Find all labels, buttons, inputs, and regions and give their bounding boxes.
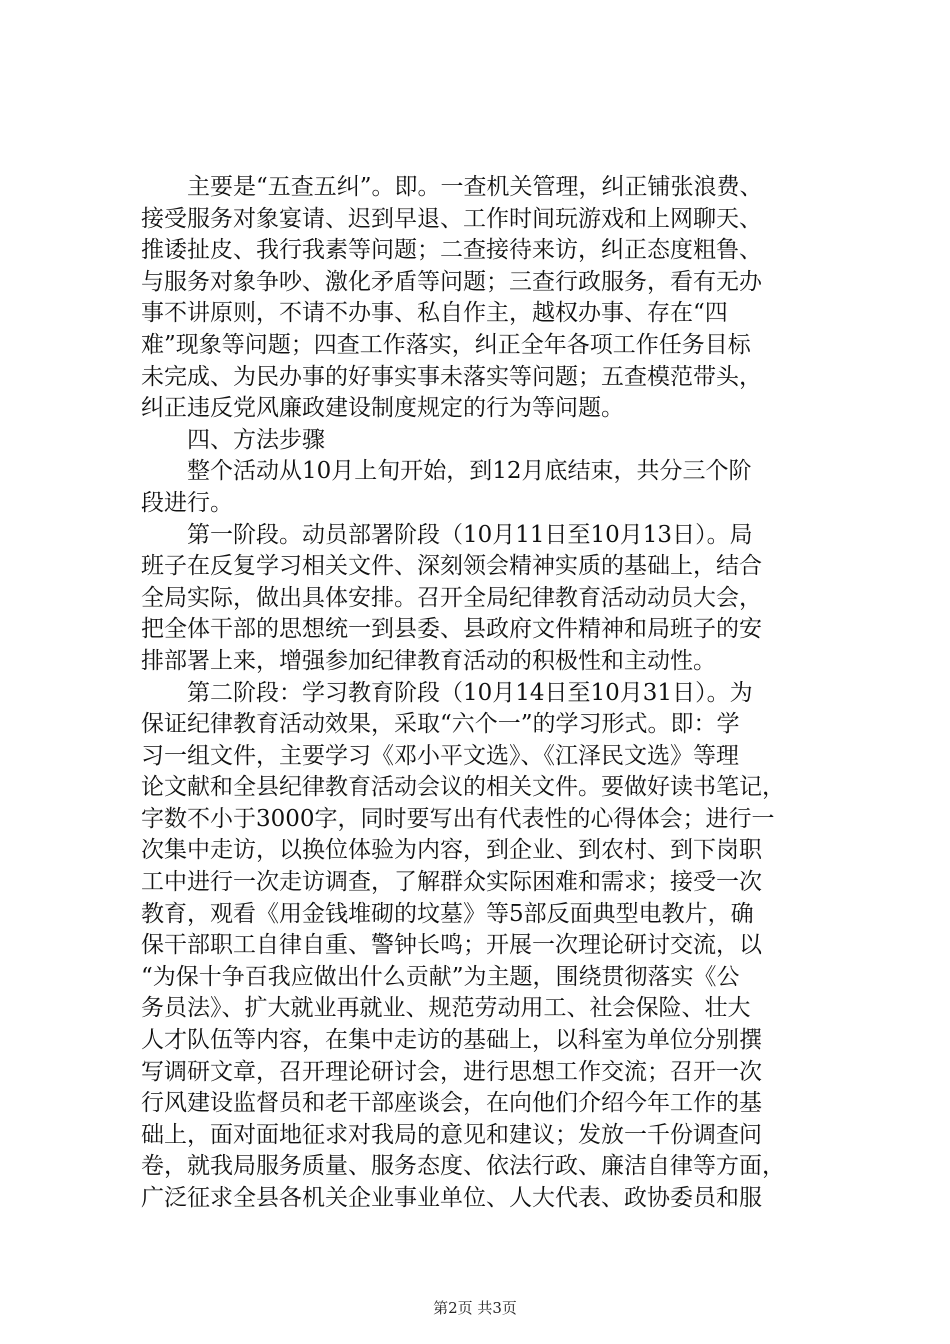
- paragraph-line: 全局实际，做出具体安排。召开全局纪律教育活动动员大会，: [141, 584, 762, 611]
- paragraph-line: 难”现象等问题；四查工作落实，纠正全年各项工作任务目标: [141, 331, 751, 358]
- paragraph-line: 卷，就我局服务质量、服务态度、依法行政、廉洁自律等方面，: [141, 1153, 785, 1180]
- paragraph-line: 保证纪律教育活动效果，采取“六个一”的学习形式。即：学: [141, 711, 740, 738]
- paragraph-line: 未完成、为民办事的好事实事未落实等问题；五查模范带头，: [141, 363, 762, 390]
- paragraph-line: 整个活动从10月上旬开始，到12月底结束，共分三个阶: [187, 458, 752, 485]
- paragraph-line: 保干部职工自律自重、警钟长鸣；开展一次理论研讨交流，以: [141, 932, 762, 959]
- paragraph-line: 段进行。: [141, 489, 233, 516]
- paragraph-line: 行风建设监督员和老干部座谈会，在向他们介绍今年工作的基: [141, 1090, 762, 1117]
- paragraph-line: 广泛征求全县各机关企业事业单位、人大代表、政协委员和服: [141, 1185, 762, 1211]
- body-text: [141, 172, 831, 1215]
- paragraph-line: 第二阶段：学习教育阶段（10月14日至10月31日）。为: [187, 679, 753, 706]
- paragraph-line: 次集中走访，以换位体验为内容，到企业、到农村、到下岗职: [141, 837, 762, 864]
- page-footer: 第2页 共3页: [433, 1299, 517, 1317]
- paragraph-line: 与服务对象争吵、激化矛盾等问题；三查行政服务，看有无办: [141, 268, 762, 295]
- paragraph-line: 字数不小于3000字，同时要写出有代表性的心得体会；进行一: [141, 805, 775, 832]
- paragraph-line: 人才队伍等内容，在集中走访的基础上，以科室为单位分别撰: [141, 1027, 762, 1054]
- paragraph-line: 教育，观看《用金钱堆砌的坟墓》等5部反面典型电教片，确: [141, 900, 754, 927]
- paragraph-line: “为保十争百我应做出什么贡献”为主题，围绕贯彻落实《公: [141, 963, 740, 990]
- paragraph-line: 习一组文件，主要学习《邓小平文选》、《江泽民文选》等理: [141, 742, 739, 769]
- paragraph-line: 础上，面对面地征求对我局的意见和建议；发放一千份调查问: [141, 1121, 762, 1148]
- paragraph-line: 接受服务对象宴请、迟到早退、工作时间玩游戏和上网聊天、: [141, 205, 762, 232]
- paragraph-line: 班子在反复学习相关文件、深刻领会精神实质的基础上，结合: [141, 553, 762, 580]
- paragraph-line: 事不讲原则，不请不办事、私自作主，越权办事、存在“四: [141, 300, 728, 327]
- paragraph-line: 把全体干部的思想统一到县委、县政府文件精神和局班子的安: [141, 616, 762, 643]
- paragraph-line: 纠正违反党风廉政建设制度规定的行为等问题。: [141, 395, 624, 422]
- paragraph-line: 务员法》、扩大就业再就业、规范劳动用工、社会保险、壮大: [141, 995, 751, 1022]
- section-heading: 四、方法步骤: [187, 426, 325, 453]
- paragraph-line: 论文献和全县纪律教育活动会议的相关文件。要做好读书笔记，: [141, 774, 785, 801]
- paragraph-line: 推诿扯皮、我行我素等问题；二查接待来访，纠正态度粗鲁、: [141, 237, 762, 264]
- paragraph-line: 第一阶段。动员部署阶段（10月11日至10月13日）。局: [187, 521, 753, 548]
- paragraph-line: 工中进行一次走访调查，了解群众实际困难和需求；接受一次: [141, 869, 762, 896]
- paragraph-line: 主要是“五查五纠”。即。一查机关管理，纠正铺张浪费、: [187, 174, 763, 200]
- paragraph-line: 写调研文章，召开理论研讨会，进行思想工作交流；召开一次: [141, 1058, 762, 1085]
- paragraph-line: 排部署上来，增强参加纪律教育活动的积极性和主动性。: [141, 647, 716, 674]
